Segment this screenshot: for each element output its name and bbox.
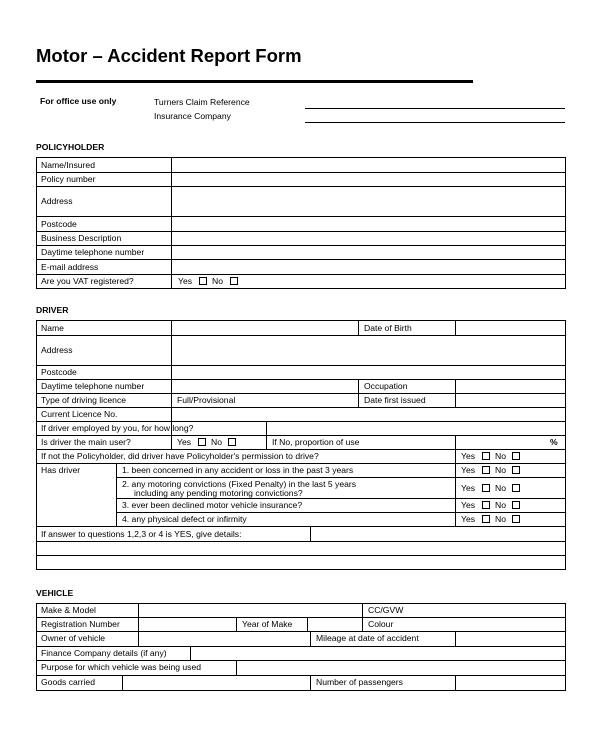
permission-no-checkbox[interactable] [512, 452, 520, 460]
occupation-label: Occupation [364, 381, 408, 391]
q2-no-checkbox[interactable] [512, 484, 520, 492]
passengers-label: Number of passengers [316, 677, 403, 687]
driver-address-label: Address [41, 345, 73, 355]
question-2-continuation: including any pending motoring convictions? [134, 488, 303, 498]
q3-yes-checkbox[interactable] [482, 501, 490, 509]
registration-number-label: Registration Number [41, 619, 120, 629]
owner-label: Owner of vehicle [41, 633, 106, 643]
claim-reference-label: Turners Claim Reference [154, 97, 250, 107]
policyholder-heading: POLICYHOLDER [36, 142, 105, 152]
has-driver-label: Has driver [41, 465, 81, 475]
goods-carried-label: Goods carried [41, 677, 95, 687]
q1-no-label: No [495, 465, 506, 475]
name-insured-label: Name/Insured [41, 160, 95, 170]
question-2-label: 2. any motoring convictions (Fixed Penalty) in the last 5 years [122, 479, 357, 489]
q3-yes-label: Yes [461, 500, 476, 510]
policyholder-postcode-label: Postcode [41, 219, 77, 229]
q4-no-checkbox[interactable] [512, 515, 520, 523]
q4-yes-checkbox[interactable] [482, 515, 490, 523]
q3-no-checkbox[interactable] [512, 501, 520, 509]
q3-no-label: No [495, 500, 506, 510]
policyholder-address-label: Address [41, 196, 73, 206]
vat-no-checkbox[interactable] [230, 277, 238, 285]
question-3-label: 3. ever been declined motor vehicle insurance? [122, 500, 303, 510]
q2-yes-checkbox[interactable] [482, 484, 490, 492]
permission-question-label: If not the Policyholder, did driver have Policyholder's permission to drive? [41, 451, 319, 461]
policy-number-label: Policy number [41, 174, 96, 184]
q1-yes-checkbox[interactable] [482, 466, 490, 474]
driver-phone-label: Daytime telephone number [41, 381, 145, 391]
purpose-label: Purpose for which vehicle was being used [41, 662, 202, 672]
main-user-label: Is driver the main user? [41, 437, 131, 447]
business-description-label: Business Description [41, 233, 122, 243]
q2-yes-label: Yes [461, 483, 476, 493]
q1-yes-label: Yes [461, 465, 476, 475]
policyholder-phone-label: Daytime telephone number [41, 247, 145, 257]
date-of-birth-label: Date of Birth [364, 323, 412, 333]
licence-type-label: Type of driving licence [41, 395, 127, 405]
cc-gvw-label: CC/GVW [368, 605, 404, 615]
main-user-no-label: No [211, 437, 222, 447]
permission-yes-checkbox[interactable] [482, 452, 490, 460]
insurance-company-label: Insurance Company [154, 111, 231, 121]
q4-no-label: No [495, 514, 506, 524]
email-label: E-mail address [41, 262, 99, 272]
question-1-label: 1. been concerned in any accident or loss in the past 3 years [122, 465, 354, 475]
date-first-issued-label: Date first issued [364, 395, 426, 405]
q4-yes-label: Yes [461, 514, 476, 524]
vehicle-heading: VEHICLE [36, 588, 74, 598]
driver-heading: DRIVER [36, 305, 69, 315]
form-title: Motor – Accident Report Form [36, 45, 302, 66]
driver-name-label: Name [41, 323, 64, 333]
proportion-of-use-label: If No, proportion of use [272, 437, 360, 447]
year-of-make-label: Year of Make [242, 619, 293, 629]
claim-reference-field[interactable] [305, 108, 565, 109]
main-user-yes-checkbox[interactable] [198, 438, 206, 446]
permission-no-label: No [495, 451, 506, 461]
mileage-label: Mileage at date of accident [316, 633, 419, 643]
licence-number-label: Current Licence No. [41, 409, 118, 419]
employed-duration-label: If driver employed by you, for how long? [41, 423, 194, 433]
insurance-company-field[interactable] [305, 122, 565, 123]
vat-question-label: Are you VAT registered? [41, 276, 134, 286]
question-4-label: 4. any physical defect or infirmity [122, 514, 247, 524]
main-user-yes-label: Yes [177, 437, 192, 447]
percent-sign: % [550, 437, 558, 447]
title-divider [36, 80, 473, 83]
permission-yes-label: Yes [461, 451, 476, 461]
vat-no-label: No [212, 276, 223, 286]
details-label: If answer to questions 1,2,3 or 4 is YES, give details: [41, 529, 242, 539]
q1-no-checkbox[interactable] [512, 466, 520, 474]
q2-no-label: No [495, 483, 506, 493]
colour-label: Colour [368, 619, 394, 629]
driver-postcode-label: Postcode [41, 367, 77, 377]
finance-company-label: Finance Company details (if any) [41, 648, 167, 658]
licence-type-value: Full/Provisional [177, 395, 236, 405]
vat-yes-checkbox[interactable] [199, 277, 207, 285]
vat-yes-label: Yes [178, 276, 193, 286]
make-model-label: Make & Model [41, 605, 96, 615]
main-user-no-checkbox[interactable] [228, 438, 236, 446]
office-use-label: For office use only [40, 96, 117, 106]
